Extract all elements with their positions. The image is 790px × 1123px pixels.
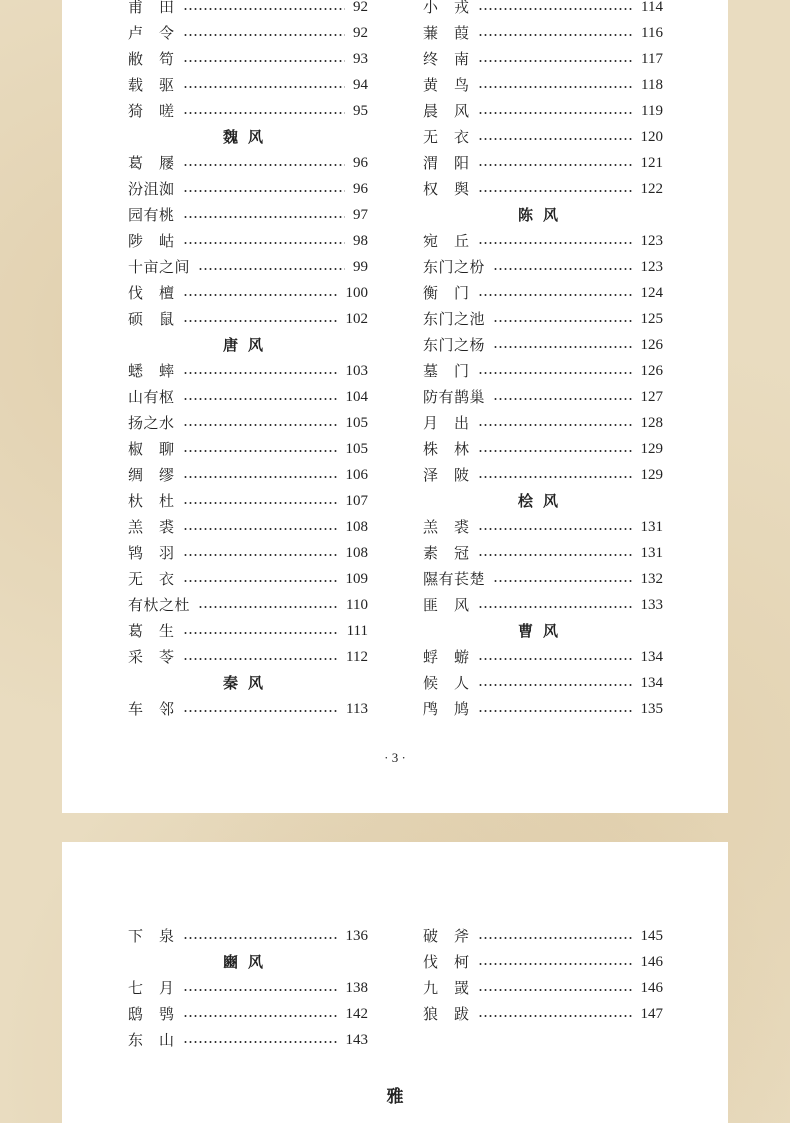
dot-leader [183, 658, 339, 660]
dot-leader [183, 989, 338, 991]
dot-leader [478, 138, 633, 140]
dot-leader [478, 294, 633, 296]
dot-leader [478, 1015, 633, 1017]
entry-title: 载 驱 [128, 76, 175, 94]
dot-leader [478, 164, 633, 166]
toc-entry [128, 1001, 368, 1027]
entry-page-number: 131 [640, 519, 663, 535]
entry-title: 黄 鸟 [423, 76, 470, 94]
toc-entry [423, 1001, 663, 1027]
entry-page-number: 106 [345, 467, 368, 483]
entry-title: 猗 嗟 [128, 102, 175, 120]
entry-title: 权 舆 [423, 180, 470, 198]
entry-title: 采 苓 [128, 648, 175, 666]
dot-leader [183, 372, 338, 374]
entry-title: 陟 岵 [128, 232, 175, 250]
section-heading: 曹风 [517, 622, 568, 640]
toc-entry [423, 923, 663, 949]
toc-entry [423, 566, 663, 592]
entry-title: 葛 生 [128, 622, 175, 640]
toc-entry [128, 1027, 368, 1053]
dot-leader [183, 216, 345, 218]
entry-page-number: 132 [640, 571, 663, 587]
toc-entry [423, 254, 663, 280]
toc-entry [423, 949, 663, 975]
dot-leader [183, 554, 338, 556]
toc-entry [128, 696, 368, 722]
toc-entry [423, 332, 663, 358]
toc-entry [128, 176, 368, 202]
entry-page-number: 94 [353, 77, 368, 93]
section-heading: 豳风 [222, 953, 273, 971]
dot-leader [478, 60, 634, 62]
dot-leader [478, 658, 633, 660]
entry-title: 羔 裘 [128, 518, 175, 536]
dot-leader [183, 476, 338, 478]
entry-title: 候 人 [423, 674, 470, 692]
toc-entry [128, 540, 368, 566]
entry-page-number: 117 [641, 51, 663, 67]
dot-leader [183, 937, 338, 939]
entry-page-number: 92 [353, 25, 368, 41]
dot-leader [183, 294, 338, 296]
entry-title: 衡 门 [423, 284, 470, 302]
dot-leader [183, 450, 338, 452]
dot-leader [183, 580, 338, 582]
dot-leader [478, 684, 633, 686]
entry-title: 杕 杜 [128, 492, 175, 510]
entry-page-number: 133 [640, 597, 663, 613]
entry-page-number: 147 [640, 1006, 663, 1022]
section-heading: 陈风 [517, 206, 568, 224]
entry-page-number: 120 [640, 129, 663, 145]
dot-leader [493, 398, 632, 400]
entry-page-number: 145 [640, 928, 663, 944]
dot-leader [478, 554, 633, 556]
entry-title: 渭 阳 [423, 154, 470, 172]
dot-leader [478, 8, 634, 10]
toc-entry [423, 72, 663, 98]
toc-entry [128, 618, 368, 644]
entry-page-number: 116 [641, 25, 663, 41]
entry-page-number: 123 [640, 233, 663, 249]
entry-page-number: 131 [640, 545, 663, 561]
entry-title: 墓 门 [423, 362, 470, 380]
page-number: · 3 · [384, 750, 406, 765]
entry-title: 蜉 蝣 [423, 648, 470, 666]
dot-leader [493, 320, 632, 322]
dot-leader [478, 710, 633, 712]
entry-page-number: 126 [640, 337, 663, 353]
entry-title: 隰有苌楚 [423, 570, 486, 588]
toc-entry [423, 280, 663, 306]
toc-entry [423, 228, 663, 254]
entry-page-number: 92 [353, 0, 368, 15]
toc-entry [128, 46, 368, 72]
entry-page-number: 113 [346, 701, 368, 717]
dot-leader [493, 346, 632, 348]
toc-entry [423, 46, 663, 72]
entry-title: 无 衣 [128, 570, 175, 588]
toc-entry [423, 592, 663, 618]
entry-title: 伐 柯 [423, 953, 470, 971]
entry-page-number: 123 [640, 259, 663, 275]
toc-entry [423, 98, 663, 124]
entry-title: 株 林 [423, 440, 470, 458]
entry-title: 椒 聊 [128, 440, 175, 458]
toc-entry [423, 150, 663, 176]
entry-title: 宛 丘 [423, 232, 470, 250]
entry-title: 蟋 蟀 [128, 362, 175, 380]
toc-entry [423, 176, 663, 202]
toc-entry [128, 514, 368, 540]
entry-title: 防有鹊巢 [423, 388, 486, 406]
dot-leader [183, 190, 345, 192]
dot-leader [478, 937, 633, 939]
entry-page-number: 96 [353, 155, 368, 171]
toc-page-bottom [62, 842, 728, 1123]
dot-leader [478, 450, 633, 452]
section-heading-ya: 雅 [386, 1087, 404, 1107]
entry-page-number: 126 [640, 363, 663, 379]
dot-leader [183, 34, 345, 36]
entry-title: 伐 檀 [128, 284, 175, 302]
dot-leader [478, 86, 634, 88]
entry-title: 车 邻 [128, 700, 175, 718]
entry-page-number: 122 [640, 181, 663, 197]
entry-page-number: 93 [353, 51, 368, 67]
dot-leader [478, 424, 633, 426]
toc-entry [423, 0, 663, 20]
entry-title: 扬之水 [128, 414, 175, 432]
entry-title: 鸱 鸮 [128, 1005, 175, 1023]
dot-leader [183, 60, 345, 62]
entry-page-number: 129 [640, 441, 663, 457]
entry-title: 卢 令 [128, 24, 175, 42]
toc-entry [128, 592, 368, 618]
toc-entry [128, 0, 368, 20]
entry-page-number: 99 [353, 259, 368, 275]
dot-leader [478, 34, 634, 36]
entry-title: 羔 裘 [423, 518, 470, 536]
entry-page-number: 142 [345, 1006, 368, 1022]
entry-title: 东门之池 [423, 310, 486, 328]
toc-entry [128, 98, 368, 124]
dot-leader [183, 112, 345, 114]
entry-page-number: 103 [345, 363, 368, 379]
entry-title: 七 月 [128, 979, 175, 997]
entry-page-number: 136 [345, 928, 368, 944]
toc-entry [128, 488, 368, 514]
entry-page-number: 135 [640, 701, 663, 717]
entry-page-number: 104 [345, 389, 368, 405]
dot-leader [183, 242, 345, 244]
entry-title: 终 南 [423, 50, 470, 68]
toc-entry [423, 670, 663, 696]
dot-leader [183, 632, 339, 634]
toc-entry [423, 436, 663, 462]
entry-title: 葛 屦 [128, 154, 175, 172]
entry-page-number: 100 [345, 285, 368, 301]
entry-page-number: 128 [640, 415, 663, 431]
toc-entry [128, 202, 368, 228]
dot-leader [478, 372, 633, 374]
entry-page-number: 102 [345, 311, 368, 327]
entry-title: 蒹 葭 [423, 24, 470, 42]
toc-entry [423, 644, 663, 670]
section-heading: 桧风 [517, 492, 568, 510]
entry-page-number: 108 [345, 545, 368, 561]
toc-entry [423, 540, 663, 566]
entry-page-number: 143 [345, 1032, 368, 1048]
entry-page-number: 129 [640, 467, 663, 483]
dot-leader [183, 424, 338, 426]
entry-page-number: 119 [641, 103, 663, 119]
dot-leader [198, 268, 345, 270]
entry-page-number: 109 [345, 571, 368, 587]
dot-leader [493, 580, 632, 582]
entry-page-number: 97 [353, 207, 368, 223]
dot-leader [183, 86, 345, 88]
toc-entry [128, 20, 368, 46]
entry-title: 晨 风 [423, 102, 470, 120]
entry-page-number: 105 [345, 415, 368, 431]
entry-page-number: 107 [345, 493, 368, 509]
entry-title: 有杕之杜 [128, 596, 191, 614]
toc-entry [128, 566, 368, 592]
dot-leader [478, 190, 633, 192]
entry-title: 下 泉 [128, 927, 175, 945]
entry-title: 绸 缪 [128, 466, 175, 484]
entry-page-number: 110 [346, 597, 368, 613]
section-heading: 唐风 [222, 336, 273, 354]
entry-page-number: 114 [641, 0, 663, 15]
entry-page-number: 111 [346, 623, 368, 639]
dot-leader [478, 989, 633, 991]
section-heading: 魏风 [222, 128, 273, 146]
entry-page-number: 108 [345, 519, 368, 535]
entry-title: 月 出 [423, 414, 470, 432]
entry-page-number: 98 [353, 233, 368, 249]
entry-title: 匪 风 [423, 596, 470, 614]
toc-entry [128, 306, 368, 332]
entry-page-number: 125 [640, 311, 663, 327]
entry-page-number: 146 [640, 954, 663, 970]
entry-title: 破 斧 [423, 927, 470, 945]
dot-leader [478, 606, 633, 608]
entry-title: 东 山 [128, 1031, 175, 1049]
entry-page-number: 134 [640, 675, 663, 691]
dot-leader [198, 606, 338, 608]
entry-title: 硕 鼠 [128, 310, 175, 328]
entry-page-number: 96 [353, 181, 368, 197]
entry-title: 素 冠 [423, 544, 470, 562]
toc-entry [128, 150, 368, 176]
toc-entry [423, 696, 663, 722]
entry-title: 敝 笱 [128, 50, 175, 68]
entry-page-number: 146 [640, 980, 663, 996]
toc-entry [423, 306, 663, 332]
entry-title: 汾沮洳 [128, 180, 175, 198]
toc-entry [128, 410, 368, 436]
entry-page-number: 118 [641, 77, 663, 93]
dot-leader [478, 528, 633, 530]
toc-entry [128, 254, 368, 280]
toc-entry [128, 644, 368, 670]
toc-entry [128, 228, 368, 254]
entry-title: 鸤 鸠 [423, 700, 470, 718]
toc-entry [128, 358, 368, 384]
entry-title: 小 戎 [423, 0, 470, 16]
entry-title: 泽 陂 [423, 466, 470, 484]
toc-entry [423, 462, 663, 488]
toc-entry [423, 384, 663, 410]
dot-leader [183, 502, 338, 504]
dot-leader [478, 476, 633, 478]
entry-page-number: 121 [640, 155, 663, 171]
toc-entry [128, 975, 368, 1001]
section-heading: 秦风 [222, 674, 273, 692]
toc-entry [423, 975, 663, 1001]
dot-leader [493, 268, 632, 270]
dot-leader [183, 528, 338, 530]
toc-entry [423, 514, 663, 540]
toc-entry [128, 436, 368, 462]
entry-page-number: 127 [640, 389, 663, 405]
entry-page-number: 112 [346, 649, 368, 665]
toc-entry [423, 358, 663, 384]
dot-leader [183, 8, 345, 10]
toc-entry [128, 280, 368, 306]
entry-title: 无 衣 [423, 128, 470, 146]
entry-page-number: 134 [640, 649, 663, 665]
entry-page-number: 124 [640, 285, 663, 301]
toc-entry [423, 124, 663, 150]
dot-leader [183, 1041, 338, 1043]
entry-title: 山有枢 [128, 388, 175, 406]
toc-entry [423, 20, 663, 46]
dot-leader [183, 164, 345, 166]
dot-leader [478, 112, 634, 114]
entry-page-number: 105 [345, 441, 368, 457]
entry-title: 甫 田 [128, 0, 175, 16]
entry-page-number: 95 [353, 103, 368, 119]
entry-page-number: 138 [345, 980, 368, 996]
toc-page-top [62, 0, 728, 813]
toc-entry [128, 462, 368, 488]
entry-title: 鸨 羽 [128, 544, 175, 562]
toc-entry [128, 72, 368, 98]
entry-title: 九 罭 [423, 979, 470, 997]
dot-leader [183, 710, 339, 712]
entry-title: 东门之枌 [423, 258, 486, 276]
entry-title: 狼 跋 [423, 1005, 470, 1023]
entry-title: 十亩之间 [128, 258, 191, 276]
dot-leader [183, 398, 338, 400]
entry-title: 东门之杨 [423, 336, 486, 354]
dot-leader [478, 963, 633, 965]
dot-leader [478, 242, 633, 244]
entry-title: 园有桃 [128, 206, 175, 224]
dot-leader [183, 1015, 338, 1017]
dot-leader [183, 320, 338, 322]
toc-entry [128, 923, 368, 949]
toc-entry [128, 384, 368, 410]
toc-entry [423, 410, 663, 436]
